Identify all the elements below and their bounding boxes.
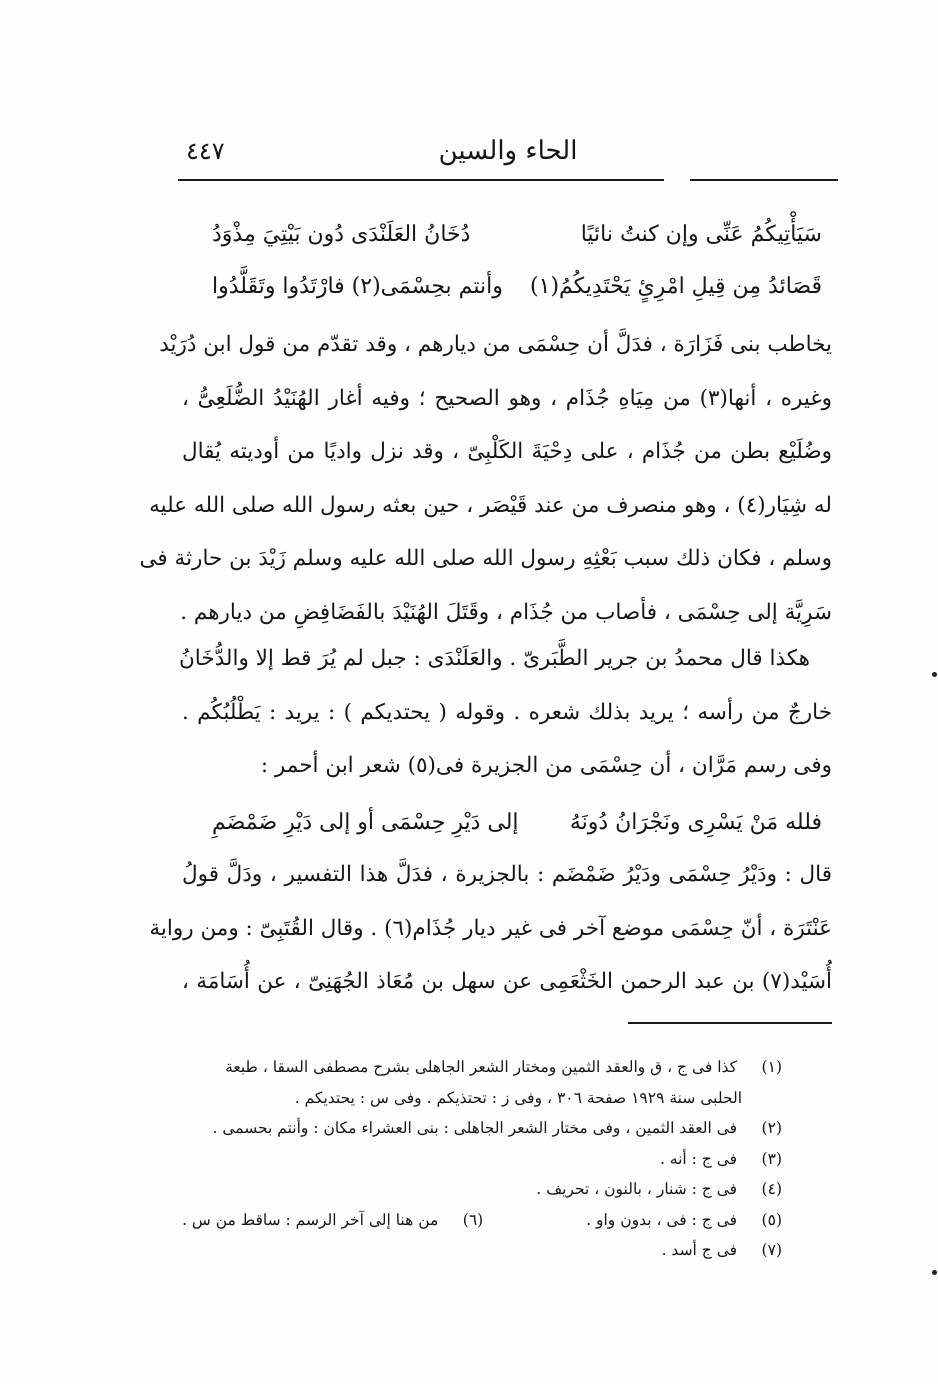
text-line: هكذا قال محمدُ بن جرير الطَّبَرىّ . والعَلَنْدَى : جبل لم يُرَ قط إلا والدُّخَانُ: [179, 646, 810, 671]
footnote-number: (٧): [761, 1241, 782, 1259]
footnote-number: (٣): [761, 1149, 782, 1168]
footnote-1: [182, 1052, 782, 1083]
verse-line: [212, 212, 822, 258]
footnote-3: [182, 1144, 782, 1175]
footnote-rule: [628, 1022, 832, 1024]
text-line: وغيره ، أنها(٣) من مِيَاهِ جُذَام ، وهو الصحيح ؛ وفيه أغار الهُنَيْدُ الضُّلَعِىُّ ،: [182, 385, 833, 411]
text-line: وضُلَيْع بطن من جُذَام ، على دِحْيَةَ الكَلْبِىّ ، وقد نزل واديًا من أوديته يُقال: [182, 439, 832, 464]
text-line: خارجٌ من رأسه ؛ يريد بذلك شعره . وقوله ( يحتديكم ) : يريد : يَطْلُبُكُم .: [182, 699, 832, 725]
verse-hemistich: سَيَأْتِيكُمُ عَنِّى وإن كنتُ نائيًا: [580, 222, 822, 247]
verse-hemistich: فلله مَنْ يَسْرِى ونَجْرَانُ دُونَهُ: [569, 810, 822, 835]
text-line: أُسَيْد(٧) بن عبد الرحمن الخَثْعَمِى عن سهل بن مُعَاذ الجُهَنِىّ ، عن أُسَامَة ،: [182, 969, 832, 994]
footnotes-5-6: [182, 1205, 782, 1236]
footnote-6: [182, 1205, 483, 1236]
footnote-text: كذا فى ج ، ق والعقد الثمين ومختار الشعر الجاهلى بشرح مصطفى السقا ، طبعة: [225, 1058, 738, 1076]
page-number: ٤٤٧: [186, 137, 225, 165]
running-title: الحاء والسين: [438, 136, 578, 166]
footnote-text: فى ج : أنه .: [659, 1149, 738, 1168]
verse-hemistich: إلى دَيْرِ حِسْمَى أو إلى دَيْرِ ضَمْضَمِ: [212, 810, 519, 835]
footnote-2: [182, 1113, 782, 1144]
paragraph-2: [179, 632, 832, 793]
footnote-4: [182, 1174, 782, 1205]
footnote-number: (٤): [761, 1180, 782, 1198]
text-line: عَنْتَرَة ، أنّ حِسْمَى موضع آخر فى غير ديار جُذَام(٦) . وقال القُتَبِىّ : ومن رواية: [149, 915, 832, 941]
text-line: له شِيَار(٤) ، وهو منصرف من عند قَيْصَر ، حين بعثه رسول الله صلى الله عليه: [149, 492, 832, 518]
footnote-text: فى العقد الثمين ، وفى مختار الشعر الجاهلى : بنى العشراء مكان : وأنتم بحسمى .: [212, 1119, 738, 1137]
footnote-number: (٦): [462, 1210, 484, 1229]
header-rule: [178, 179, 838, 181]
text-line: سَرِيَّة إلى حِسْمَى ، فأصاب من جُذَام ، وقَتَلَ الهُنَيْدَ بالفَضَافِضِ من ديارهم .: [180, 599, 832, 625]
text-line: يخاطب بنى فَزَارَة ، فدَلَّ أن حِسْمَى من ديارهم ، وقد تقدّم من قول ابن دُرَيْد: [159, 332, 832, 357]
footnote-7: [182, 1235, 782, 1266]
text-line: وفى رسم مَرَّان ، أن حِسْمَى من الجزيرة فى(٥) شعر ابن أحمر :: [260, 753, 832, 778]
footnote-number: (٢): [761, 1119, 782, 1137]
footnote-text: فى ج : شنار ، بالنون ، تحريف .: [536, 1180, 738, 1198]
footnote-number: (٥): [761, 1210, 782, 1229]
verse-hemistich: دُخَانُ العَلَنْدَى دُون بَيْتِيَ مِذْوَدُ: [212, 222, 471, 247]
paragraph-3: [149, 848, 832, 1009]
page-header: [178, 128, 838, 178]
footnote-number: (١): [761, 1058, 782, 1076]
verse-line: [212, 800, 822, 846]
text-line: وسلم ، فكان ذلك سبب بَعْثِهِ رسول الله صلى الله عليه وسلم زَيْدَ بن حارثة فى: [139, 546, 832, 571]
paragraph-1: [139, 318, 833, 639]
footnote-5: [586, 1205, 782, 1236]
text-line: قال : ودَيْرُ حِسْمَى ودَيْرُ ضَمْضَم : بالجزيرة ، فدَلَّ هذا التفسير ، ودَلَّ قولُ: [182, 862, 832, 887]
verse-line: [212, 264, 822, 310]
verse-hemistich: قَصَائدُ مِن قِيلِ امْرِئٍ يَحْتَدِيكُمُ(١): [530, 274, 822, 299]
scan-speck: [932, 672, 937, 677]
scan-speck: [932, 1270, 937, 1275]
footnote-1-continued: الحلبى سنة ١٩٢٩ صفحة ٣٠٦ ، وفى ز : تحتذيكم . وفى س : يحتديكم .: [294, 1088, 742, 1107]
verse-hemistich: وأنتم بحِسْمَى(٢) فارْتَدُوا وتَقَلَّدُوا: [212, 274, 503, 299]
footnote-text: فى ج أسد .: [661, 1241, 738, 1259]
footnotes: [182, 1052, 782, 1266]
footnote-text: فى ج : فى ، بدون واو .: [586, 1210, 738, 1229]
footnote-text: من هنا إلى آخر الرسم : ساقط من س .: [182, 1210, 439, 1229]
